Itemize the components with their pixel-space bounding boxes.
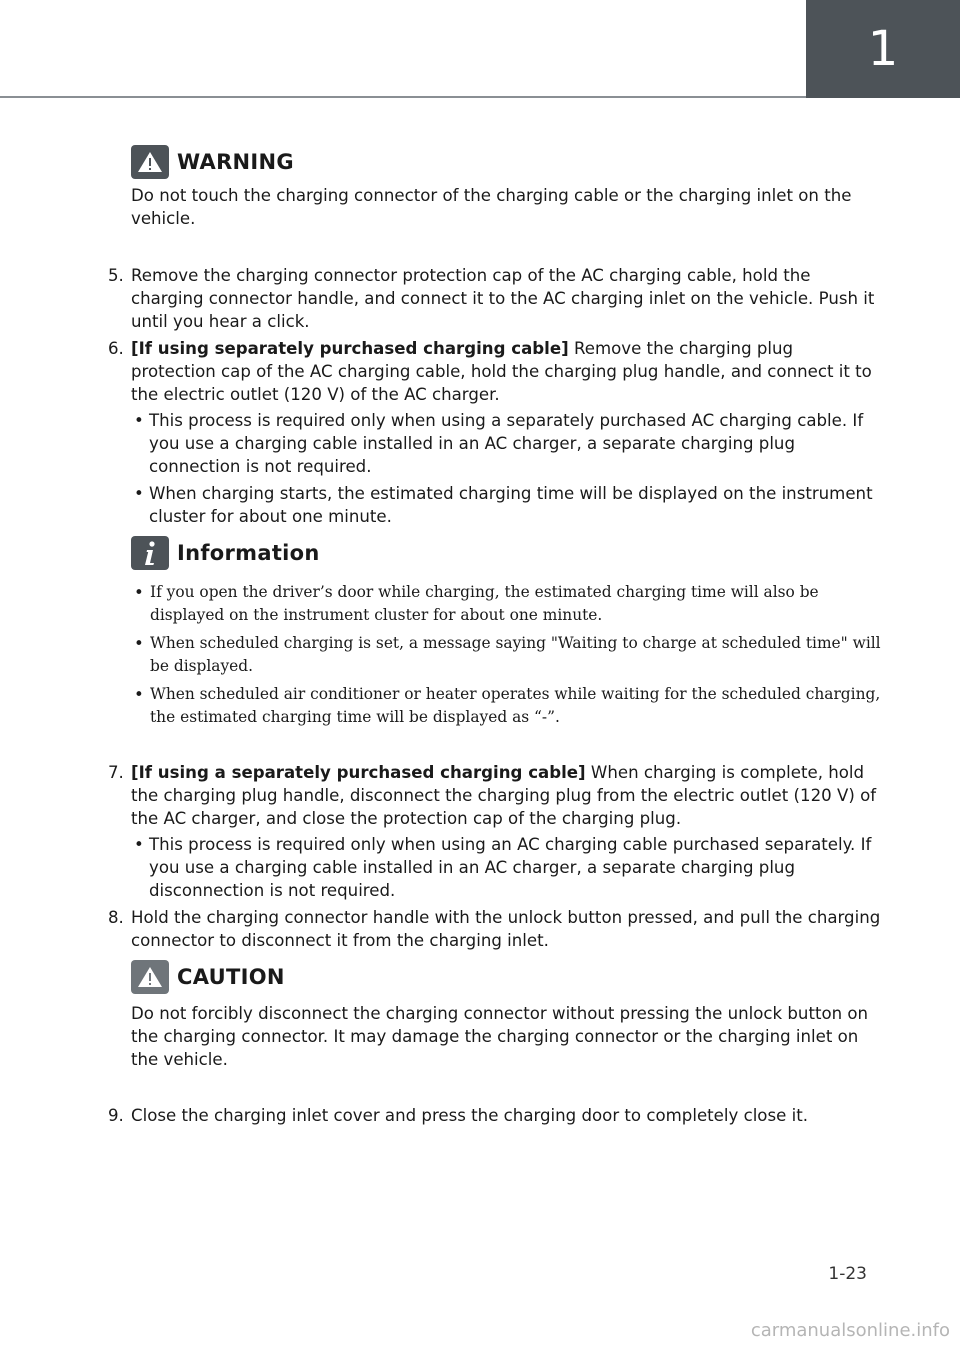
chapter-tab: 1 — [806, 0, 960, 98]
info-item-1: If you open the driver’s door while charging, the estimated charging time will also be displayed on the instrument cluster for about one minute. — [150, 583, 819, 624]
caution-triangle-icon — [131, 960, 169, 994]
caution-text: Do not forcibly disconnect the charging connector without pressing the unlock button on the charging connector. It may damage the charging connector or the charging inlet on the vehicle. — [131, 1004, 869, 1069]
step-7-bullet: This process is required only when using an AC charging cable purchased separately. If you use a charging cable installed in an AC charger, a separate charging plug disconnection is not required. — [149, 835, 872, 900]
step-6-bullet-1: This process is required only when using a separately purchased AC charging cable. If you use a charging cable installed in an AC charger, a separate charging plug connection is not required. — [149, 411, 864, 476]
watermark: carmanualsonline.info — [750, 1320, 950, 1341]
header-rule — [0, 96, 806, 98]
warning-text: Do not touch the charging connector of the charging cable or the charging inlet on the vehicle. — [131, 186, 852, 228]
info-item-2: When scheduled charging is set, a message saying "Waiting to charge at scheduled time" will be displayed. — [150, 634, 881, 675]
step-9-number: 9. — [108, 1106, 124, 1125]
step-7-number: 7. — [108, 763, 124, 782]
step-7-body: When charging is complete, hold the charging plug handle, disconnect the charging plug from the electric outlet (120 V) of the AC charger, and close the protection cap of the charging plug. — [131, 763, 877, 828]
step-6-text — [131, 337, 881, 406]
caution-title: CAUTION — [177, 965, 285, 989]
warning-triangle-icon — [131, 145, 169, 179]
info-icon — [131, 536, 169, 570]
warning-heading — [131, 145, 294, 179]
step-8-text: Hold the charging connector handle with the unlock button pressed, and pull the charging connector to disconnect it from the charging inlet. — [131, 908, 881, 950]
step-5-text: Remove the charging connector protection cap of the AC charging cable, hold the charging connector handle, and connect it to the AC charging inlet on the vehicle. Push it until you hear a click. — [131, 266, 875, 331]
step-6-condition: [If using separately purchased charging cable] — [131, 339, 569, 358]
step-6-bullet-2: When charging starts, the estimated charging time will be displayed on the instrument cluster for about one minute. — [149, 484, 873, 526]
bullet-dot: • — [134, 835, 144, 854]
step-9-text: Close the charging inlet cover and press the charging door to completely close it. — [131, 1106, 808, 1125]
step-6-number: 6. — [108, 339, 124, 358]
caution-heading — [131, 960, 285, 994]
step-8-number: 8. — [108, 908, 124, 927]
step-5-number: 5. — [108, 266, 124, 285]
info-item-3: When scheduled air conditioner or heater operates while waiting for the scheduled charging, the estimated charging time will be displayed as “-”. — [150, 685, 881, 726]
information-title: Information — [177, 541, 320, 565]
step-6-body: Remove the charging plug protection cap of the AC charging cable, hold the charging plug handle, and connect it to the electric outlet (120 V) of the AC charger. — [131, 339, 872, 404]
information-heading — [131, 536, 320, 570]
bullet-dot: • — [134, 583, 144, 602]
step-7-condition: [If using a separately purchased charging cable] — [131, 763, 586, 782]
bullet-dot: • — [134, 484, 144, 503]
bullet-dot: • — [134, 634, 144, 653]
page-number: 1-23 — [828, 1264, 867, 1284]
step-7-text — [131, 761, 881, 830]
warning-title: WARNING — [177, 150, 294, 174]
bullet-dot: • — [134, 411, 144, 430]
bullet-dot: • — [134, 685, 144, 704]
